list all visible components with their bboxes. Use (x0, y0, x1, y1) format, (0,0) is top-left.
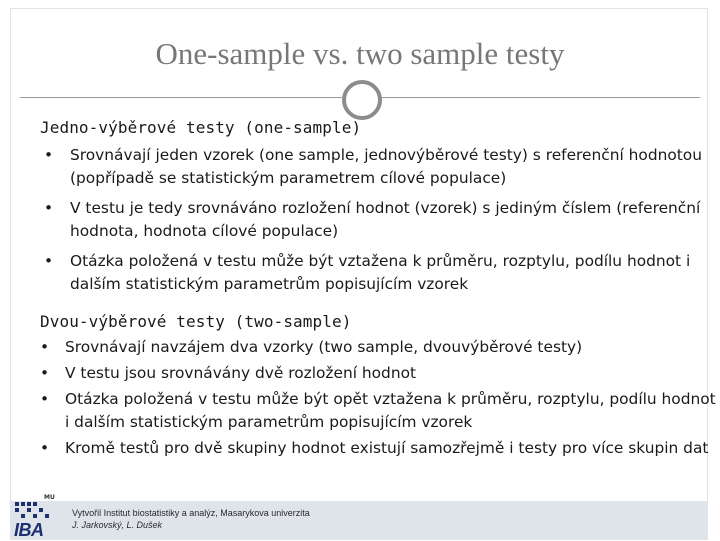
list-item-text: Otázka položená v testu může být vztažena k průměru, rozptylu, podílu hodnot i dalším statistickým parametrům popisujícím vzorek (70, 252, 691, 293)
title-divider-right (380, 97, 700, 98)
mu-logo-label: MU (44, 494, 55, 501)
list-item (40, 437, 716, 460)
list-item-text: Otázka položená v testu může být opět vztažena k průměru, rozptylu, podílu hodnot i dalším statistickým parametrům popisujícím vzorek (65, 390, 716, 431)
one-sample-bullet-list (44, 144, 716, 303)
two-sample-bullet-list (40, 336, 716, 463)
bullet-icon: • (40, 364, 50, 382)
list-item (40, 336, 716, 359)
list-item-text: Kromě testů pro dvě skupiny hodnot existují samozřejmě i testy pro více skupin dat (65, 439, 709, 457)
footer-credit: Vytvořil Institut biostatistiky a analýz, Masarykova univerzita (72, 508, 310, 518)
list-item-text: Srovnávají jeden vzorek (one sample, jednovýběrové testy) s referenční hodnotou (popřípadě se statistickým parametrem cílové populace) (70, 146, 702, 187)
section-heading-two-sample: Dvou-výběrové testy (two-sample) (40, 312, 352, 331)
bullet-icon: • (40, 439, 50, 457)
title-divider-left (20, 97, 342, 98)
bullet-icon: • (44, 199, 54, 217)
bullet-icon: • (40, 338, 50, 356)
circle-ornament-icon (342, 80, 382, 120)
list-item-text: V testu jsou srovnávány dvě rozložení hodnot (65, 364, 417, 382)
list-item (44, 197, 716, 243)
section-heading-one-sample: Jedno-výběrové testy (one-sample) (40, 118, 362, 137)
list-item-text: Srovnávají navzájem dva vzorky (two sample, dvouvýběrové testy) (65, 338, 583, 356)
iba-logo-text: IBA (14, 520, 44, 540)
slide-title: One-sample vs. two sample testy (155, 36, 565, 71)
list-item (40, 388, 716, 434)
list-item (40, 362, 716, 385)
bullet-icon: • (44, 146, 54, 164)
list-item (44, 250, 716, 296)
list-item-text: V testu je tedy srovnáváno rozložení hodnot (vzorek) s jediným číslem (referenční hodnota, hodnota cílové populace) (70, 199, 701, 240)
footer-authors: J. Jarkovský, L. Dušek (72, 520, 163, 530)
bullet-icon: • (40, 390, 50, 408)
bullet-icon: • (44, 252, 54, 270)
list-item (44, 144, 716, 190)
